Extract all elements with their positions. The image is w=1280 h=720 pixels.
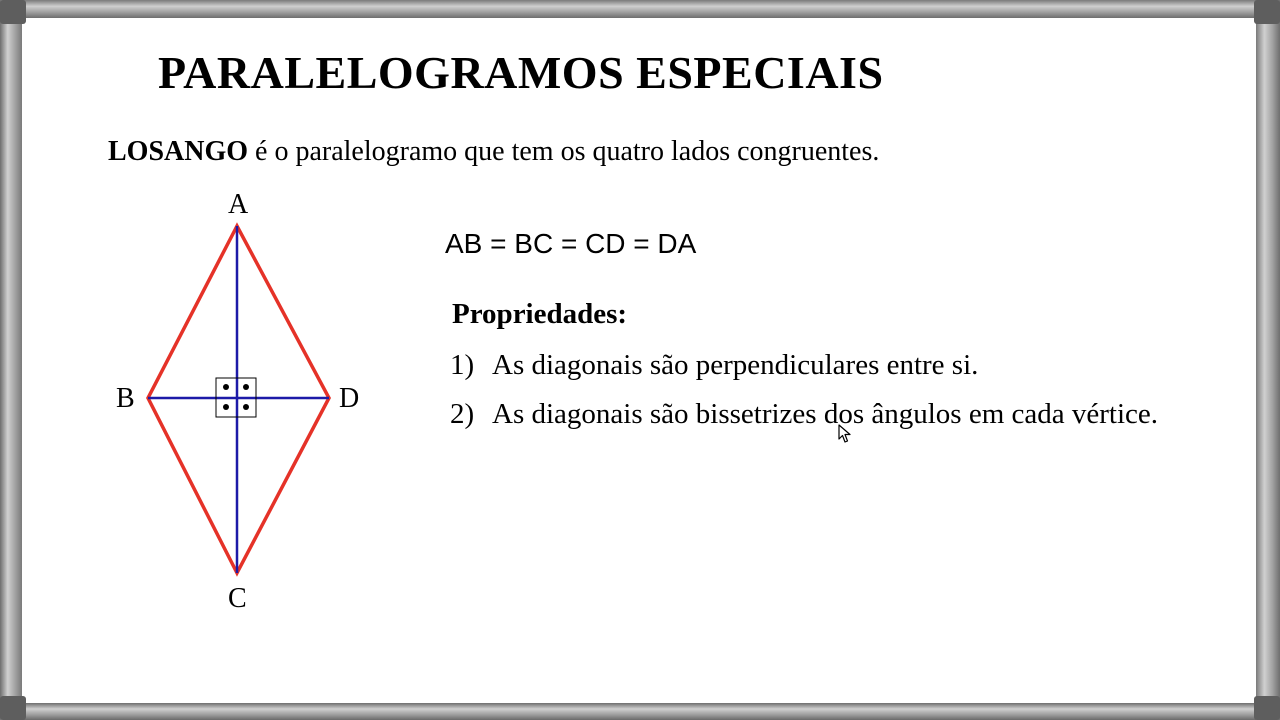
right-angle-dot xyxy=(243,384,249,390)
definition-text xyxy=(108,136,879,168)
board-corner-bottom-right xyxy=(1254,696,1280,720)
property-item-1 xyxy=(450,349,978,382)
board-frame-bottom xyxy=(0,703,1280,720)
board-frame-right xyxy=(1256,0,1280,720)
side-equality: AB = BC = CD = DA xyxy=(445,228,697,259)
board-corner-top-right xyxy=(1254,0,1280,24)
right-angle-dot xyxy=(223,404,229,410)
vertex-label-c: C xyxy=(228,583,247,614)
property-text: As diagonais são perpendiculares entre si. xyxy=(492,349,979,381)
definition-term: LOSANGO xyxy=(108,136,249,167)
rhombus-diagram xyxy=(100,185,380,625)
right-angle-dot xyxy=(223,384,229,390)
property-number: 2) xyxy=(450,398,475,430)
rhombus-sides xyxy=(148,226,329,573)
rhombus-svg xyxy=(100,185,380,625)
property-number: 1) xyxy=(450,349,475,381)
board-frame-left xyxy=(0,0,22,720)
board-corner-bottom-left xyxy=(0,696,26,720)
property-text: As diagonais são bissetrizes dos ângulos em cada vértice. xyxy=(492,398,1159,430)
vertex-label-a: A xyxy=(228,189,249,220)
vertex-label-d: D xyxy=(339,383,360,414)
properties-heading: Propriedades: xyxy=(452,298,628,330)
board-frame-top xyxy=(0,0,1280,18)
right-angle-dot xyxy=(243,404,249,410)
vertex-label-b: B xyxy=(116,383,135,414)
slide-title: PARALELOGRAMOS ESPECIAIS xyxy=(158,47,884,98)
mouse-pointer-icon xyxy=(838,424,852,444)
definition-body: é o paralelogramo que tem os quatro lados congruentes. xyxy=(248,136,880,167)
board-corner-top-left xyxy=(0,0,26,24)
property-item-2 xyxy=(450,398,1158,431)
